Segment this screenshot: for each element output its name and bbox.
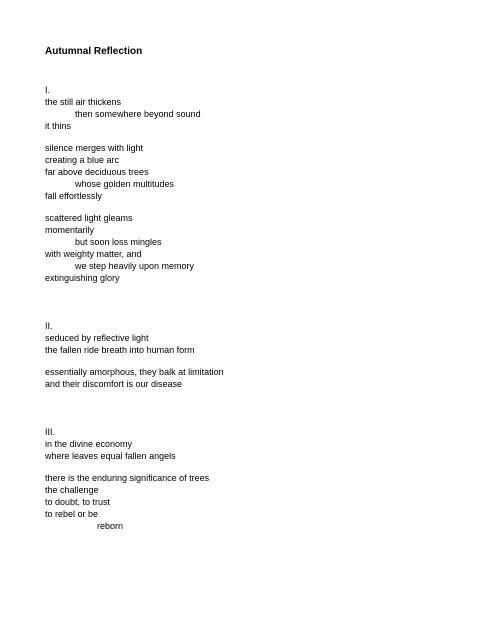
poem-line: momentarily — [45, 225, 95, 235]
poem-line: we step heavily upon memory — [75, 261, 195, 271]
poem-line: where leaves equal fallen angels — [45, 451, 176, 461]
poem-line: reborn — [97, 521, 124, 531]
poem-line: the challenge — [45, 485, 99, 495]
section-numeral: III. — [45, 427, 56, 437]
poem-line: seduced by reflective light — [45, 333, 149, 343]
poem-title: Autumnal Reflection — [45, 46, 143, 57]
poem-line: essentially amorphous, they balk at limitation — [45, 367, 224, 377]
poem-line: the fallen ride breath into human form — [45, 345, 195, 355]
poem-line: but soon loss mingles — [75, 237, 162, 247]
poem-line: with weighty matter, and — [45, 249, 142, 259]
poem-line: to doubt, to trust — [45, 497, 111, 507]
poem-line: far above deciduous trees — [45, 167, 149, 177]
poem-line: whose golden multitudes — [75, 179, 175, 189]
poem-line: silence merges with light — [45, 143, 144, 153]
poem-line: it thins — [45, 121, 72, 131]
poem-line: and their discomfort is our disease — [45, 379, 183, 389]
poem-line: fall effortlessly — [45, 191, 102, 201]
poem-line: scattered light gleams — [45, 213, 133, 223]
section-numeral: II. — [45, 321, 53, 331]
poem-line: creating a blue arc — [45, 155, 120, 165]
poem-line: in the divine economy — [45, 439, 133, 449]
poem-line: extinguishing glory — [45, 273, 120, 283]
section-numeral: I. — [45, 85, 51, 95]
poem-line: then somewhere beyond sound — [75, 109, 201, 119]
poem-line: there is the enduring significance of trees — [45, 473, 210, 483]
poem-line: to rebel or be — [45, 509, 99, 519]
poem-line: the still air thickens — [45, 97, 122, 107]
